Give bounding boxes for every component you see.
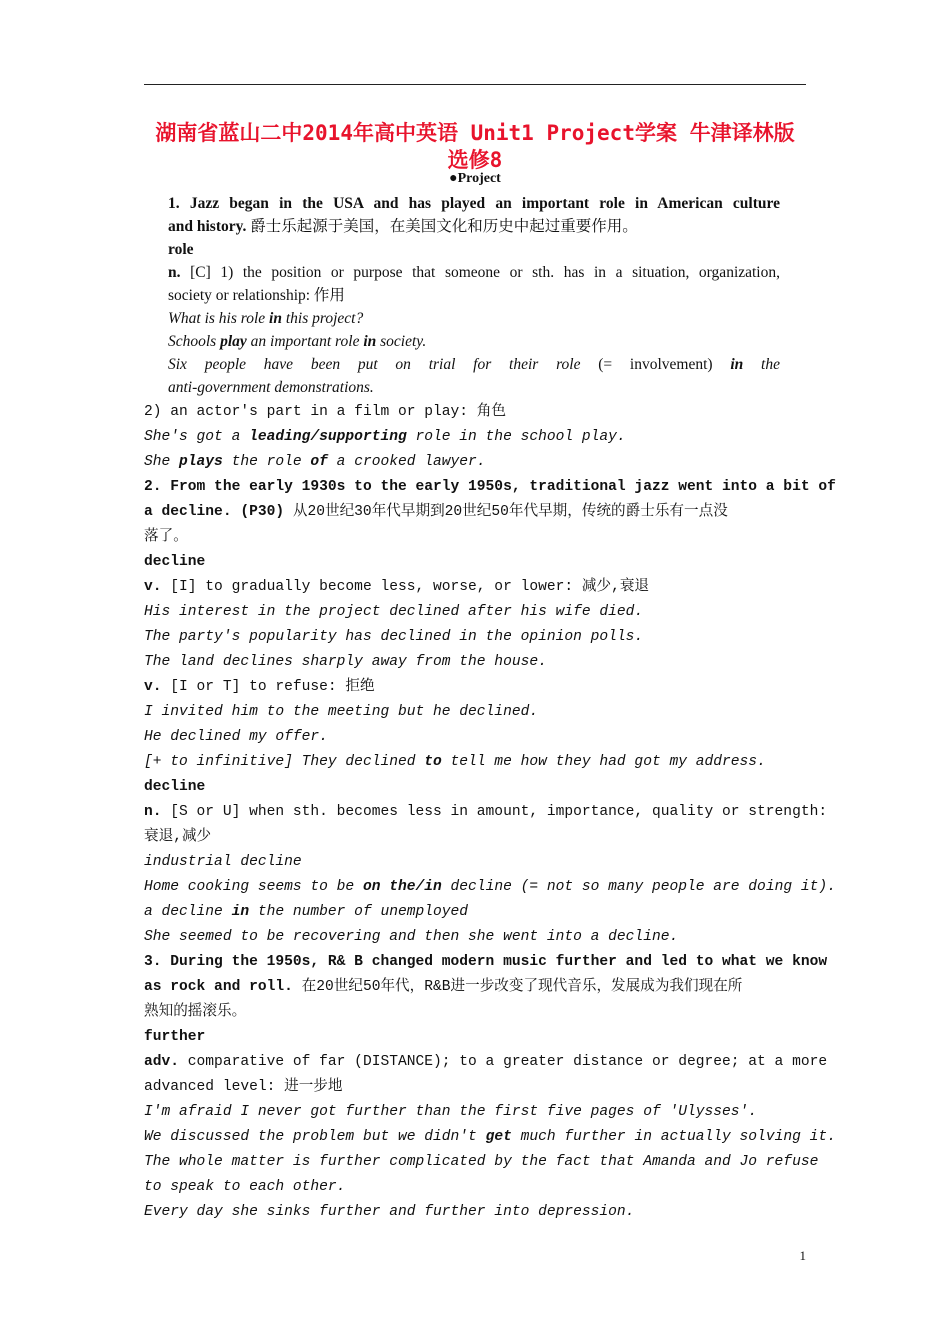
decline-verb-example-2: The party's popularity has declined in the opinion polls. <box>144 629 644 645</box>
point-1-sentence-line-2: and history. 爵士乐起源于美国，在美国文化和历史中起过重要作用。 <box>168 218 638 235</box>
decline-noun-chinese: 衰退,减少 <box>144 829 212 845</box>
point-2-sentence-line-1: 2. From the early 1930s to the early 1950s, traditional jazz went into a bit of <box>144 479 836 495</box>
role-example-4: She's got a leading/supporting role in the school play. <box>144 429 626 445</box>
headword-decline-verb: decline <box>144 554 206 570</box>
further-example-2: We discussed the problem but we didn't get much further in actually solving it. <box>144 1129 836 1145</box>
page-number: 1 <box>799 1248 806 1263</box>
decline-refuse-example-3: [+ to infinitive] They declined to tell me how they had got my address. <box>144 754 766 770</box>
decline-verb-example-1: His interest in the project declined after his wife died. <box>144 604 644 620</box>
further-example-3-line-1: The whole matter is further complicated by the fact that Amanda and Jo refuse <box>144 1154 819 1170</box>
decline-refuse-example-1: I invited him to the meeting but he declined. <box>144 704 539 720</box>
role-example-2: Schools play an important role in society. <box>168 333 427 350</box>
further-example-3-line-2: to speak to each other. <box>144 1179 346 1195</box>
decline-noun-example-3: a decline in the number of unemployed <box>144 904 469 920</box>
document-title <box>144 120 806 174</box>
further-definition-line-2: advanced level: 进一步地 <box>144 1079 343 1095</box>
role-example-1: What is his role in this project? <box>168 310 364 327</box>
role-definition-line-2: society or relationship: 作用 <box>168 287 345 304</box>
title-line-1: 湖南省蓝山二中2014年高中英语 Unit1 Project学案 牛津译林版 <box>155 121 795 145</box>
headword-further: further <box>144 1029 206 1045</box>
decline-verb-sense-1: v. [I] to gradually become less, worse, or lower: 减少,衰退 <box>144 579 650 595</box>
headword-role: role <box>168 241 194 258</box>
decline-noun-definition: n. [S or U] when sth. becomes less in amount, importance, quality or strength: <box>144 804 828 820</box>
point-3-sentence-line-3: 熟知的摇滚乐。 <box>144 1004 247 1020</box>
decline-noun-example-2: Home cooking seems to be on the/in decline (= not so many people are doing it). <box>144 879 836 895</box>
role-definition-line-1: n. [C] 1) the position or purpose that someone or sth. has in a situation, organization, <box>168 264 780 281</box>
project-heading: ●Project <box>449 171 501 186</box>
role-example-5: She plays the role of a crooked lawyer. <box>144 454 486 470</box>
decline-verb-example-3: The land declines sharply away from the house. <box>144 654 547 670</box>
further-definition-line-1: adv. comparative of far (DISTANCE); to a greater distance or degree; at a more <box>144 1054 828 1070</box>
title-line-2: 选修8 <box>447 148 503 172</box>
role-sense-2: 2) an actor's part in a film or play: 角色 <box>144 404 506 420</box>
point-3-sentence-line-2: as rock and roll. 在20世纪50年代，R&B进一步改变了现代音乐，发展成为我们现在所 <box>144 979 743 995</box>
role-example-3-line-2: anti-government demonstrations. <box>168 379 374 396</box>
point-3-sentence-line-1: 3. During the 1950s, R& B changed modern music further and led to what we know <box>144 954 828 970</box>
decline-noun-example-4: She seemed to be recovering and then she went into a decline. <box>144 929 679 945</box>
further-example-4: Every day she sinks further and further into depression. <box>144 1204 635 1220</box>
point-2-sentence-line-3: 落了。 <box>144 529 188 545</box>
headword-decline-noun: decline <box>144 779 206 795</box>
point-2-sentence-line-2: a decline. (P30) 从20世纪30年代早期到20世纪50年代早期，传统的爵士乐有一点没 <box>144 504 728 520</box>
decline-refuse-example-2: He declined my offer. <box>144 729 328 745</box>
header-rule <box>144 84 806 85</box>
decline-noun-example-1: industrial decline <box>144 854 302 870</box>
further-example-1: I'm afraid I never got further than the first five pages of 'Ulysses'. <box>144 1104 758 1120</box>
decline-verb-sense-2: v. [I or T] to refuse: 拒绝 <box>144 679 375 695</box>
point-1-sentence-line-1: 1. Jazz began in the USA and has played an important role in American culture <box>168 195 780 212</box>
role-example-3-line-1: Six people have been put on trial for their role (= involvement) in the <box>168 356 780 373</box>
